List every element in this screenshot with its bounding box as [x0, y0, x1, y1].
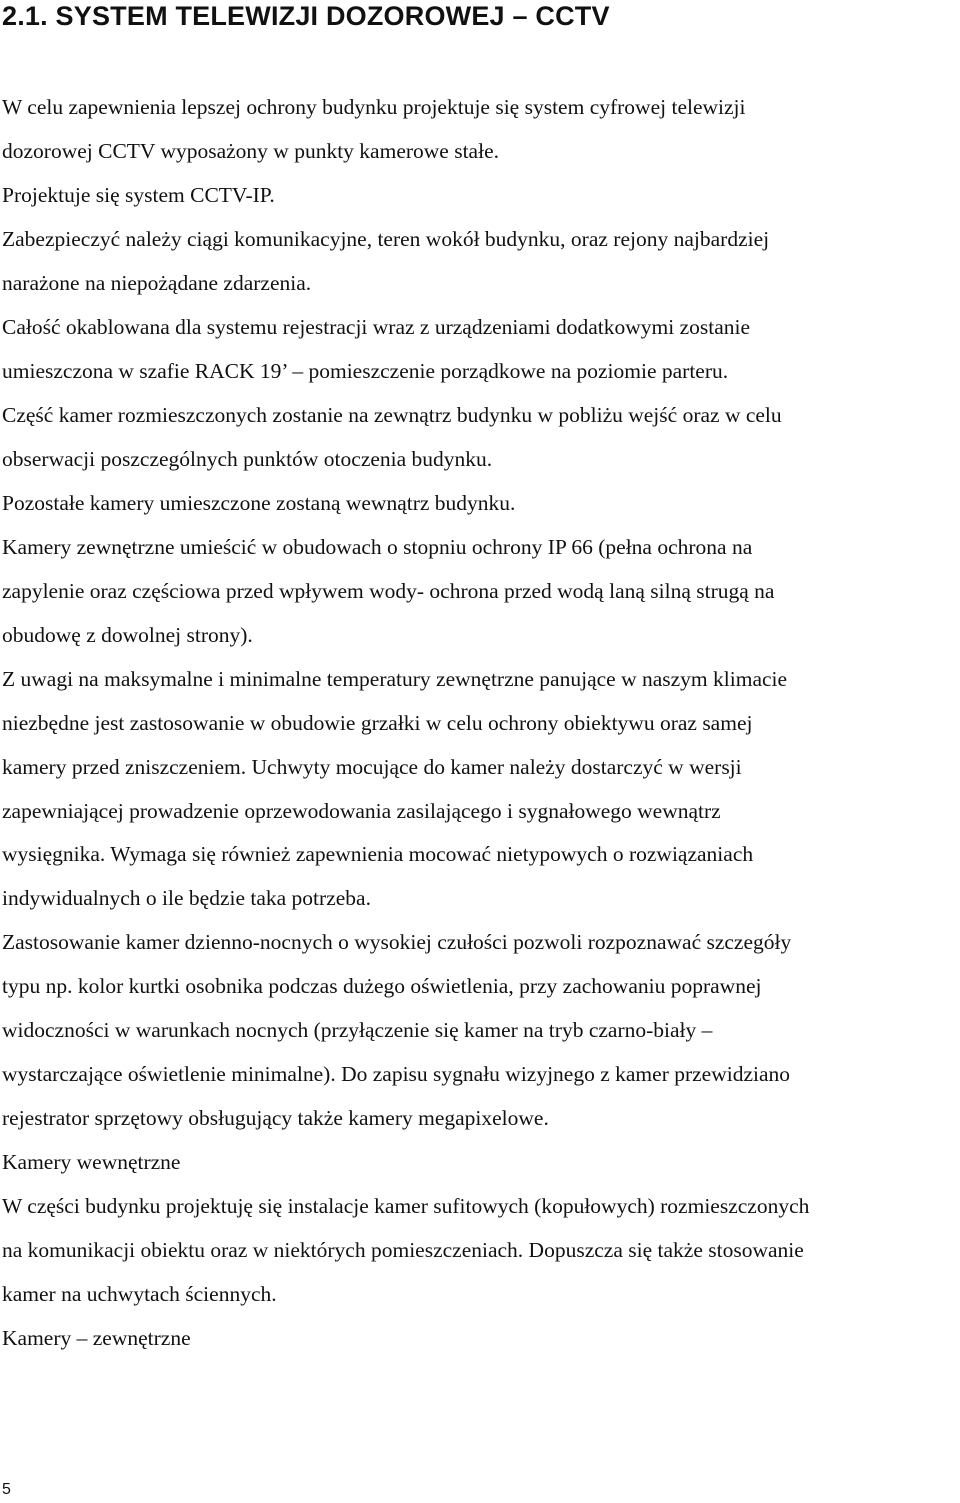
text-line: Kamery – zewnętrzne: [2, 1326, 191, 1351]
text-line: niezbędne jest zastosowanie w obudowie grzałki w celu ochrony obiektywu oraz samej: [2, 710, 753, 735]
page-number: 5: [2, 1481, 11, 1498]
text-line: kamer na uchwytach ściennych.: [2, 1282, 277, 1307]
text-line: obserwacji poszczególnych punktów otoczenia budynku.: [2, 446, 493, 471]
text-line: W celu zapewnienia lepszej ochrony budynku projektuje się system cyfrowej telewizji: [2, 95, 746, 119]
body-text: [2, 86, 960, 1361]
text-line: zapylenie oraz częściowa przed wpływem wody- ochrona przed wodą laną silną strugą na: [2, 578, 775, 603]
text-line: Zastosowanie kamer dzienno-nocnych o wysokiej czułości pozwoli rozpoznawać szczegóły: [2, 930, 792, 955]
text-line: obudowę z dowolnej strony).: [2, 622, 253, 647]
text-line: na komunikacji obiektu oraz w niektórych pomieszczeniach. Dopuszcza się także stosowanie: [2, 1238, 804, 1263]
text-line: Kamery wewnętrzne: [2, 1150, 181, 1175]
text-line: wysięgnika. Wymaga się również zapewnienia mocować nietypowych o rozwiązaniach: [2, 842, 754, 867]
section-heading: 2.1. SYSTEM TELEWIZJI DOZOROWEJ – CCTV: [2, 1, 610, 31]
text-line: zapewniającej prowadzenie oprzewodowania zasilającego i sygnałowego wewnątrz: [2, 798, 721, 823]
text-line: dozorowej CCTV wyposażony w punkty kamerowe stałe.: [2, 138, 499, 163]
text-line: kamery przed zniszczeniem. Uchwyty mocujące do kamer należy dostarczyć w wersji: [2, 754, 742, 779]
text-line: Zabezpieczyć należy ciągi komunikacyjne, teren wokół budynku, oraz rejony najbardziej: [2, 226, 770, 251]
text-line: narażone na niepożądane zdarzenia.: [2, 270, 312, 295]
text-line: Pozostałe kamery umieszczone zostaną wewnątrz budynku.: [2, 490, 516, 515]
text-line: Część kamer rozmieszczonych zostanie na zewnątrz budynku w pobliżu wejść oraz w celu: [2, 402, 782, 427]
text-line: rejestrator sprzętowy obsługujący także kamery megapixelowe.: [2, 1106, 549, 1131]
text-line: widoczności w warunkach nocnych (przyłączenie się kamer na tryb czarno-biały –: [2, 1018, 713, 1043]
text-line: Projektuje się system CCTV-IP.: [2, 182, 275, 207]
text-line: Kamery zewnętrzne umieścić w obudowach o stopniu ochrony IP 66 (pełna ochrona na: [2, 534, 753, 559]
text-line: indywidualnych o ile będzie taka potrzeba.: [2, 886, 371, 911]
text-line: umieszczona w szafie RACK 19’ – pomieszczenie porządkowe na poziomie parteru.: [2, 358, 729, 383]
text-line: Całość okablowana dla systemu rejestracji wraz z urządzeniami dodatkowymi zostanie: [2, 314, 751, 339]
text-line: typu np. kolor kurtki osobnika podczas dużego oświetlenia, przy zachowaniu poprawnej: [2, 974, 762, 999]
text-line: Z uwagi na maksymalne i minimalne temperatury zewnętrzne panujące w naszym klimacie: [2, 666, 788, 691]
text-line: W części budynku projektuję się instalacje kamer sufitowych (kopułowych) rozmieszczonych: [2, 1194, 810, 1219]
text-line: wystarczające oświetlenie minimalne). Do zapisu sygnału wizyjnego z kamer przewidziano: [2, 1062, 791, 1087]
